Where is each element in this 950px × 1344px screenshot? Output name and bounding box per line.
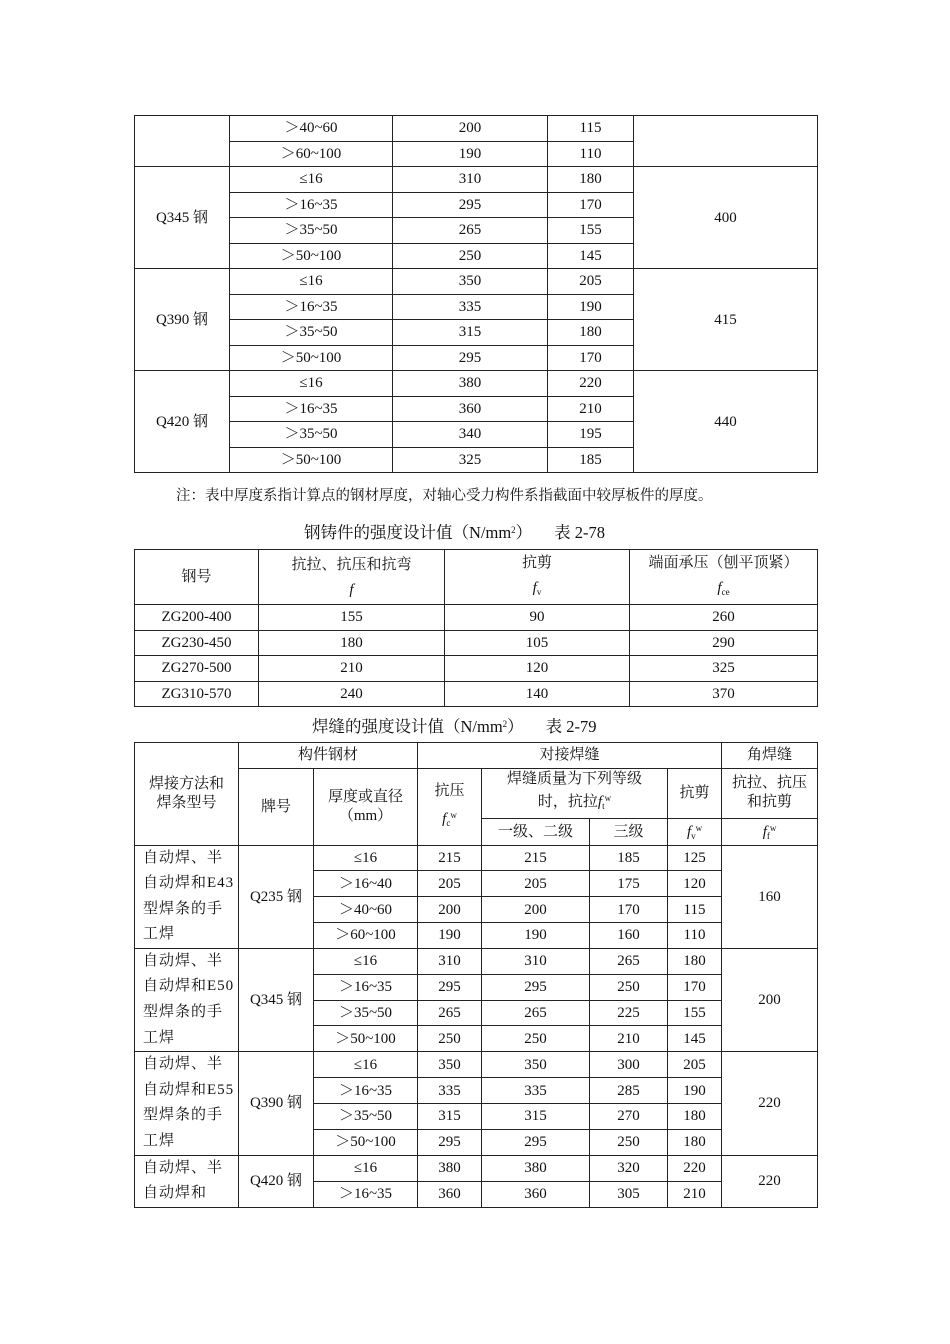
header-shear-symbol	[668, 818, 722, 845]
thickness-cell: ≤16	[230, 167, 393, 193]
header-label: 抗压	[434, 782, 465, 799]
value-cell: 305	[590, 1181, 668, 1207]
thickness-cell: ＞50~100	[230, 243, 393, 269]
thickness-cell: ＞60~100	[314, 923, 418, 949]
thickness-cell: ＞60~100	[230, 141, 393, 167]
header-quality	[482, 768, 668, 818]
header-member: 构件钢材	[239, 743, 418, 769]
value-cell: 360	[393, 396, 548, 422]
header-shear	[445, 550, 630, 605]
value-cell: 360	[482, 1181, 590, 1207]
fillet-cell: 200	[722, 948, 818, 1051]
thickness-cell: ＞16~35	[230, 396, 393, 422]
value-cell: 225	[590, 1000, 668, 1026]
header-label: 抗拉、抗压和抗弯	[291, 557, 412, 573]
table-row	[135, 681, 818, 707]
thickness-cell: ＞16~35	[314, 1181, 418, 1207]
grade-cell: Q235 钢	[239, 845, 314, 948]
value-cell: 380	[418, 1155, 482, 1181]
value-cell: 180	[548, 167, 634, 193]
value-cell: 250	[590, 974, 668, 1000]
grade-cell: ZG230-450	[135, 630, 259, 656]
value-cell: 180	[668, 1129, 722, 1155]
grade-cell: Q345 钢	[135, 167, 230, 269]
value-cell: 155	[259, 605, 445, 631]
value-cell: 170	[548, 192, 634, 218]
symbol-sub: ce	[721, 587, 730, 597]
method-cell: 自动焊、半自动焊和E55 型焊条的手工焊	[135, 1052, 239, 1155]
value-cell: 115	[668, 897, 722, 923]
value-cell: 310	[482, 948, 590, 974]
value-cell: 295	[393, 345, 548, 371]
symbol-sup: w	[604, 793, 612, 803]
value-cell: 115	[548, 116, 634, 142]
value-cell: 160	[590, 923, 668, 949]
value-cell: 190	[393, 141, 548, 167]
thickness-cell: ＞16~35	[314, 974, 418, 1000]
table-row	[135, 371, 818, 397]
symbol-sub: v	[536, 587, 542, 597]
value-cell: 175	[590, 871, 668, 897]
header-label: 焊缝质量为下列等级时，抗拉	[507, 771, 643, 810]
header-symbol	[418, 806, 481, 832]
value-cell: 190	[482, 923, 590, 949]
thickness-cell: ＞35~50	[314, 1000, 418, 1026]
fce-cell: 415	[634, 269, 818, 371]
value-cell: 205	[418, 871, 482, 897]
value-cell: 295	[418, 1129, 482, 1155]
value-cell: 185	[548, 447, 634, 473]
value-cell: 315	[482, 1103, 590, 1129]
value-cell: 110	[548, 141, 634, 167]
method-cell: 自动焊、半自动焊和E50 型焊条的手工焊	[135, 948, 239, 1051]
table-row	[135, 269, 818, 295]
value-cell: 295	[418, 974, 482, 1000]
header-level-3: 三级	[590, 818, 668, 845]
value-cell: 180	[668, 948, 722, 974]
thickness-cell: ＞40~60	[230, 116, 393, 142]
value-cell: 310	[393, 167, 548, 193]
value-cell: 195	[548, 422, 634, 448]
symbol-sup: w	[695, 822, 703, 833]
value-cell: 210	[668, 1181, 722, 1207]
table-row	[135, 1155, 818, 1181]
value-cell: 210	[259, 656, 445, 682]
value-cell: 315	[418, 1103, 482, 1129]
table-row	[135, 656, 818, 682]
value-cell: 265	[418, 1000, 482, 1026]
value-cell: 190	[668, 1078, 722, 1104]
caption-title: 钢铸件的强度设计值	[304, 523, 453, 542]
value-cell: 340	[393, 422, 548, 448]
value-cell: 250	[482, 1026, 590, 1052]
fce-cell	[634, 116, 818, 167]
value-cell: 155	[548, 218, 634, 244]
value-cell: 380	[482, 1155, 590, 1181]
symbol-sup: w	[769, 822, 777, 833]
value-cell: 250	[393, 243, 548, 269]
symbol-sub: t	[602, 801, 605, 811]
thickness-cell: ＞35~50	[230, 422, 393, 448]
header-row	[135, 743, 818, 769]
grade-cell: Q390 钢	[135, 269, 230, 371]
value-cell: 265	[393, 218, 548, 244]
header-thickness: 厚度或直径（mm）	[314, 768, 418, 845]
value-cell: 265	[482, 1000, 590, 1026]
grade-cell: Q345 钢	[239, 948, 314, 1051]
value-cell: 120	[668, 871, 722, 897]
caption-number: 表 2-79	[545, 717, 597, 736]
thickness-cell: ＞50~100	[314, 1129, 418, 1155]
value-cell: 220	[668, 1155, 722, 1181]
value-cell: 380	[393, 371, 548, 397]
grade-cell: ZG200-400	[135, 605, 259, 631]
value-cell: 315	[393, 320, 548, 346]
value-cell: 325	[393, 447, 548, 473]
header-bearing	[630, 550, 818, 605]
value-cell: 145	[548, 243, 634, 269]
method-cell: 自动焊、半自动焊和E43 型焊条的手工焊	[135, 845, 239, 948]
fillet-cell: 160	[722, 845, 818, 948]
value-cell: 335	[393, 294, 548, 320]
header-label: 端面承压（刨平顶紧）	[648, 555, 799, 571]
header-tension	[259, 550, 445, 605]
grade-cell: Q420 钢	[135, 371, 230, 473]
thickness-cell: ≤16	[230, 371, 393, 397]
fce-cell: 440	[634, 371, 818, 473]
fillet-cell: 220	[722, 1155, 818, 1207]
table-row	[135, 1052, 818, 1078]
header-butt: 对接焊缝	[418, 743, 722, 769]
caption-number: 表 2-78	[554, 523, 606, 542]
caption-unit-close: ）	[507, 717, 524, 736]
caption-unit-sup: 2	[502, 719, 508, 729]
header-fillet: 角焊缝	[722, 743, 818, 769]
caption-unit-close: ）	[515, 523, 533, 542]
caption-title: 焊缝的强度设计值	[312, 717, 444, 736]
method-cell: 自动焊、半自动焊和	[135, 1155, 239, 1207]
header-shear: 抗剪	[668, 768, 722, 818]
thickness-cell: ＞35~50	[230, 320, 393, 346]
value-cell: 170	[590, 897, 668, 923]
symbol-f: f	[686, 823, 692, 840]
symbol-sub: f	[766, 830, 770, 841]
grade-cell: Q390 钢	[239, 1052, 314, 1155]
header-fillet-symbol	[722, 818, 818, 845]
value-cell: 295	[482, 974, 590, 1000]
caption-unit-sup: 2	[511, 525, 516, 535]
value-cell: 295	[482, 1129, 590, 1155]
symbol-f: f	[442, 810, 447, 827]
value-cell: 250	[590, 1129, 668, 1155]
value-cell: 250	[418, 1026, 482, 1052]
value-cell: 270	[590, 1103, 668, 1129]
value-cell: 350	[418, 1052, 482, 1078]
thickness-cell: ＞16~35	[230, 294, 393, 320]
header-method: 焊接方法和焊条型号	[135, 743, 239, 846]
value-cell: 215	[418, 845, 482, 871]
caption-unit: （N/mm	[452, 523, 512, 542]
value-cell: 170	[548, 345, 634, 371]
thickness-cell: ＞50~100	[230, 345, 393, 371]
symbol-sup: w	[450, 809, 457, 820]
table-row	[135, 630, 818, 656]
table-row	[135, 948, 818, 974]
value-cell: 300	[590, 1052, 668, 1078]
value-cell: 190	[548, 294, 634, 320]
value-cell: 335	[418, 1078, 482, 1104]
value-cell: 200	[393, 116, 548, 142]
value-cell: 290	[630, 630, 818, 656]
value-cell: 350	[393, 269, 548, 295]
value-cell: 335	[482, 1078, 590, 1104]
table-note: 注：表中厚度系指计算点的钢材厚度，对轴心受力构件系指截面中较厚板件的厚度。	[176, 488, 713, 504]
value-cell: 120	[445, 656, 630, 682]
header-grade: 牌号	[239, 768, 314, 845]
grade-cell: ZG310-570	[135, 681, 259, 707]
value-cell: 285	[590, 1078, 668, 1104]
table-row	[135, 116, 818, 142]
thickness-cell: ＞40~60	[314, 897, 418, 923]
value-cell: 180	[548, 320, 634, 346]
table-caption	[312, 713, 597, 737]
grade-cell: ZG270-500	[135, 656, 259, 682]
value-cell: 190	[418, 923, 482, 949]
thickness-cell: ＞35~50	[230, 218, 393, 244]
table-row	[135, 167, 818, 193]
value-cell: 170	[668, 974, 722, 1000]
header-compression	[418, 768, 482, 845]
value-cell: 180	[668, 1103, 722, 1129]
thickness-cell: ＞50~100	[230, 447, 393, 473]
thickness-cell: ≤16	[314, 948, 418, 974]
value-cell: 320	[590, 1155, 668, 1181]
thickness-cell: ≤16	[230, 269, 393, 295]
thickness-cell: ＞16~40	[314, 871, 418, 897]
value-cell: 205	[482, 871, 590, 897]
value-cell: 260	[630, 605, 818, 631]
thickness-cell: ＞16~35	[314, 1078, 418, 1104]
value-cell: 145	[668, 1026, 722, 1052]
value-cell: 210	[548, 396, 634, 422]
value-cell: 360	[418, 1181, 482, 1207]
thickness-cell: ＞16~35	[230, 192, 393, 218]
fillet-cell: 220	[722, 1052, 818, 1155]
header-fillet-desc: 抗拉、抗压和抗剪	[722, 768, 818, 818]
value-cell: 205	[668, 1052, 722, 1078]
value-cell: 220	[548, 371, 634, 397]
value-cell: 295	[393, 192, 548, 218]
header-symbol	[445, 576, 629, 604]
value-cell: 325	[630, 656, 818, 682]
value-cell: 370	[630, 681, 818, 707]
header-level-1-2: 一级、二级	[482, 818, 590, 845]
steel-strength-table-continued	[134, 115, 818, 473]
symbol-sub: c	[446, 817, 451, 828]
value-cell: 205	[548, 269, 634, 295]
value-cell: 125	[668, 845, 722, 871]
grade-cell: Q420 钢	[239, 1155, 314, 1207]
value-cell: 105	[445, 630, 630, 656]
thickness-cell: ＞35~50	[314, 1103, 418, 1129]
value-cell: 240	[259, 681, 445, 707]
symbol-f: f	[717, 580, 722, 596]
thickness-cell: ＞50~100	[314, 1026, 418, 1052]
cast-steel-table	[134, 549, 818, 707]
weld-strength-table	[134, 742, 818, 1208]
header-row	[135, 550, 818, 605]
value-cell: 215	[482, 845, 590, 871]
thickness-cell: ≤16	[314, 1052, 418, 1078]
value-cell: 185	[590, 845, 668, 871]
table-row	[135, 605, 818, 631]
value-cell: 350	[482, 1052, 590, 1078]
value-cell: 180	[259, 630, 445, 656]
thickness-cell: ≤16	[314, 1155, 418, 1181]
header-symbol: f	[349, 582, 354, 598]
symbol-sub: v	[691, 830, 696, 841]
header-symbol	[630, 576, 817, 604]
table-row	[135, 845, 818, 871]
symbol-f: f	[532, 580, 537, 596]
value-cell: 265	[590, 948, 668, 974]
thickness-cell: ≤16	[314, 845, 418, 871]
table-caption	[304, 519, 605, 543]
value-cell: 200	[418, 897, 482, 923]
caption-unit: （N/mm	[444, 717, 503, 736]
symbol-f: f	[597, 794, 603, 810]
header-grade: 钢号	[135, 550, 259, 605]
value-cell: 210	[590, 1026, 668, 1052]
value-cell: 200	[482, 897, 590, 923]
value-cell: 310	[418, 948, 482, 974]
value-cell: 155	[668, 1000, 722, 1026]
grade-cell	[135, 116, 230, 167]
header-label: 抗剪	[521, 555, 552, 571]
symbol-f: f	[762, 823, 767, 840]
value-cell: 90	[445, 605, 630, 631]
value-cell: 110	[668, 923, 722, 949]
value-cell: 140	[445, 681, 630, 707]
fce-cell: 400	[634, 167, 818, 269]
